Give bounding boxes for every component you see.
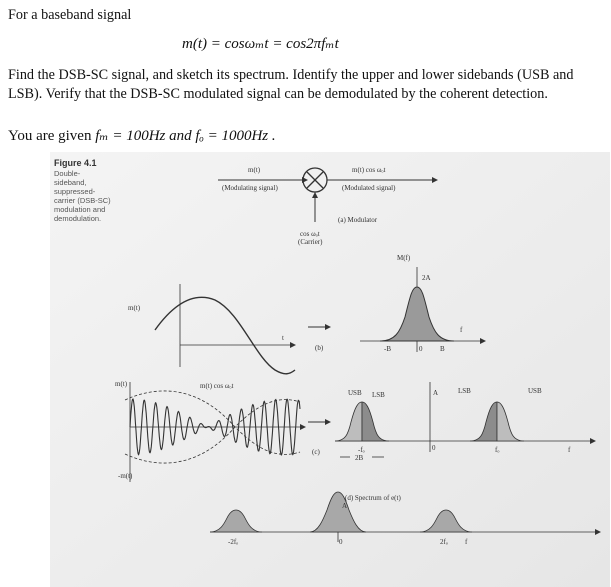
mod-output-signal: m(t) cos ωₒt bbox=[352, 166, 386, 174]
caption-line: modulation and bbox=[54, 205, 106, 214]
caption-line: carrier (DSB-SC) bbox=[54, 196, 111, 205]
neg-B-label: -B bbox=[384, 345, 391, 353]
caption-line: demodulation. bbox=[54, 214, 102, 223]
bw-label: 2B bbox=[355, 454, 364, 462]
neg-fc-label: -fₒ bbox=[358, 446, 365, 454]
caption-line: sideband, bbox=[54, 178, 87, 187]
usb-right-label: USB bbox=[528, 387, 542, 395]
mod-input-label: (Modulating signal) bbox=[222, 184, 278, 192]
Mf-label: M(f) bbox=[397, 254, 411, 262]
carrier-signal: cos ωₒt bbox=[300, 230, 320, 238]
zero-label: 0 bbox=[419, 345, 423, 353]
problem-paragraph: Find the DSB-SC signal, and sketch its spectrum. Identify the upper and lower sidebands (USB and LSB). Verify that the DSB-SC modulated signal can be demodulated by the coherent detection. bbox=[8, 67, 574, 102]
pos-2fc-label: 2fₒ bbox=[440, 538, 448, 546]
caption-line: Double- bbox=[54, 169, 81, 178]
env-top-label: m(t) bbox=[115, 380, 128, 388]
usb-left-label: USB bbox=[348, 389, 362, 397]
pos-fc-label: fₒ bbox=[495, 446, 500, 454]
mod-wave-label: m(t) cos ωₒt bbox=[200, 382, 234, 390]
f-axis-label: f bbox=[460, 326, 463, 334]
lsb-right-label: LSB bbox=[458, 387, 471, 395]
mod-input-signal: m(t) bbox=[248, 166, 261, 174]
peak-label: 2A bbox=[422, 274, 431, 282]
intro-text: For a baseband signal bbox=[8, 7, 132, 23]
mod-output-label: (Modulated signal) bbox=[342, 184, 396, 192]
neg-2fc-label: -2fₒ bbox=[228, 538, 239, 546]
equation: m(t) = cosωₘt = cos2πfₘt bbox=[182, 36, 339, 52]
f-axis-label-c: f bbox=[568, 446, 571, 454]
figure-caption-title: Figure 4.1 bbox=[54, 158, 97, 168]
modulator-caption: (a) Modulator bbox=[338, 216, 378, 224]
given-line bbox=[8, 127, 276, 145]
panel-d-caption: (d) Spectrum of e(t) bbox=[345, 494, 401, 502]
textbook-figure-photo bbox=[50, 152, 610, 587]
A-label: A bbox=[433, 389, 439, 397]
panel-b-caption: (b) bbox=[315, 344, 324, 352]
pos-B-label: B bbox=[440, 345, 445, 353]
panel-c-caption: (c) bbox=[312, 448, 320, 456]
lsb-left-label: LSB bbox=[372, 391, 385, 399]
zero-label-c: 0 bbox=[432, 444, 436, 452]
env-bottom-label: -m(t) bbox=[118, 472, 133, 480]
given-prefix: You are given bbox=[8, 128, 92, 144]
carrier-label: (Carrier) bbox=[298, 238, 323, 246]
zero-label-d: 0 bbox=[339, 538, 343, 546]
t-axis-label: t bbox=[282, 334, 284, 342]
mt-label: m(t) bbox=[128, 304, 141, 312]
caption-line: suppressed- bbox=[54, 187, 96, 196]
A-label-d: A bbox=[342, 502, 348, 510]
f-axis-label-d: f bbox=[465, 538, 468, 546]
given-values: fₘ = 100Hz and fₒ = 1000Hz . bbox=[95, 128, 276, 144]
